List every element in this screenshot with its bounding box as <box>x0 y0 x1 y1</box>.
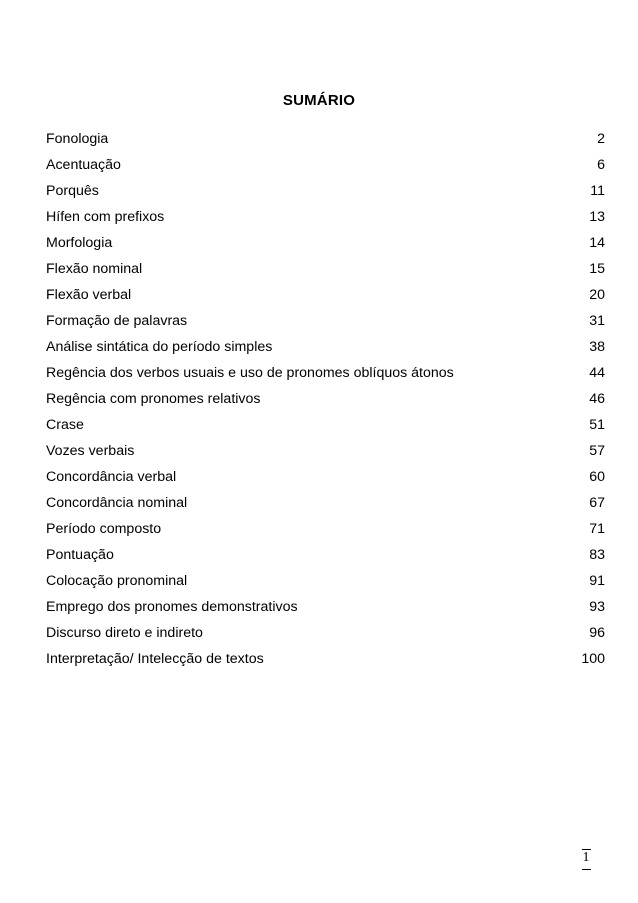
toc-entry-concordancia-verbal <box>46 467 605 493</box>
toc-entry-title: Formação de palavras <box>46 313 188 329</box>
toc-title: SUMÁRIO <box>282 92 356 109</box>
toc-entry-page: 71 <box>589 521 605 537</box>
toc-entry-title: Vozes verbais <box>46 443 135 459</box>
toc-entry-title: Fonologia <box>46 131 109 147</box>
toc-entry-page: 44 <box>589 365 605 381</box>
toc-entry-crase <box>46 415 605 441</box>
toc-entry-regencia-pronomes-relativos <box>46 389 605 415</box>
toc-entry-page: 2 <box>597 131 605 147</box>
toc-entry-page: 91 <box>589 573 605 589</box>
toc-entry-title: Crase <box>46 417 84 433</box>
toc-entry-acentuacao <box>46 155 605 181</box>
toc-entry-regencia-dos-verbos <box>46 363 605 389</box>
toc-entry-page: 83 <box>589 547 605 563</box>
toc-entry-hifen-com-prefixos <box>46 207 605 233</box>
toc-entry-title: Flexão verbal <box>46 287 132 303</box>
toc-entry-pronomes-demonstrativos <box>46 597 605 623</box>
toc-entry-title: Regência dos verbos usuais e uso de pronomes oblíquos átonos <box>46 365 454 381</box>
toc-entry-page: 31 <box>589 313 605 329</box>
toc-entry-page: 14 <box>589 235 605 251</box>
toc-entry-formacao-de-palavras <box>46 311 605 337</box>
toc-entry-page: 51 <box>589 417 605 433</box>
toc-entry-title: Flexão nominal <box>46 261 143 277</box>
page-number: 1 <box>582 850 590 865</box>
toc-entry-title: Colocação pronominal <box>46 573 188 589</box>
toc-entry-title: Porquês <box>46 183 99 199</box>
toc-entry-interpretacao-de-textos <box>46 649 605 675</box>
toc-entry-page: 57 <box>589 443 605 459</box>
toc-entry-title: Pontuação <box>46 547 114 563</box>
toc-entry-colocacao-pronominal <box>46 571 605 597</box>
toc-entry-page: 15 <box>589 261 605 277</box>
toc-entry-pontuacao <box>46 545 605 571</box>
toc-entry-title: Regência com pronomes relativos <box>46 391 261 407</box>
toc-entry-title: Emprego dos pronomes demonstrativos <box>46 599 298 615</box>
toc-entry-title: Interpretação/ Intelecção de textos <box>46 651 264 667</box>
toc-entry-page: 13 <box>589 209 605 225</box>
toc-entry-page: 100 <box>581 651 605 667</box>
toc-entry-page: 20 <box>589 287 605 303</box>
toc-entry-page: 67 <box>589 495 605 511</box>
toc-entry-title: Concordância verbal <box>46 469 177 485</box>
toc-entry-title: Acentuação <box>46 157 121 173</box>
toc-entry-discurso-direto-indireto <box>46 623 605 649</box>
toc-entry-analise-sintatica <box>46 337 605 363</box>
toc-entry-concordancia-nominal <box>46 493 605 519</box>
toc-entry-periodo-composto <box>46 519 605 545</box>
toc-entry-title: Discurso direto e indireto <box>46 625 203 641</box>
toc-entry-title: Hífen com prefixos <box>46 209 165 225</box>
toc-list <box>46 129 605 675</box>
toc-entry-page: 38 <box>589 339 605 355</box>
toc-entry-morfologia <box>46 233 605 259</box>
toc-entry-page: 46 <box>589 391 605 407</box>
toc-entry-flexao-nominal <box>46 259 605 285</box>
toc-entry-flexao-verbal <box>46 285 605 311</box>
toc-entry-porques <box>46 181 605 207</box>
toc-entry-vozes-verbais <box>46 441 605 467</box>
toc-entry-title: Morfologia <box>46 235 113 251</box>
toc-entry-title: Período composto <box>46 521 162 537</box>
toc-entry-title: Análise sintática do período simples <box>46 339 273 355</box>
page-number-bottom-rule <box>582 869 591 870</box>
toc-entry-page: 11 <box>590 183 605 199</box>
toc-entry-page: 93 <box>589 599 605 615</box>
toc-entry-fonologia <box>46 129 605 155</box>
toc-entry-page: 96 <box>589 625 605 641</box>
toc-entry-page: 60 <box>589 469 605 485</box>
toc-entry-title: Concordância nominal <box>46 495 188 511</box>
toc-entry-page: 6 <box>597 157 605 173</box>
